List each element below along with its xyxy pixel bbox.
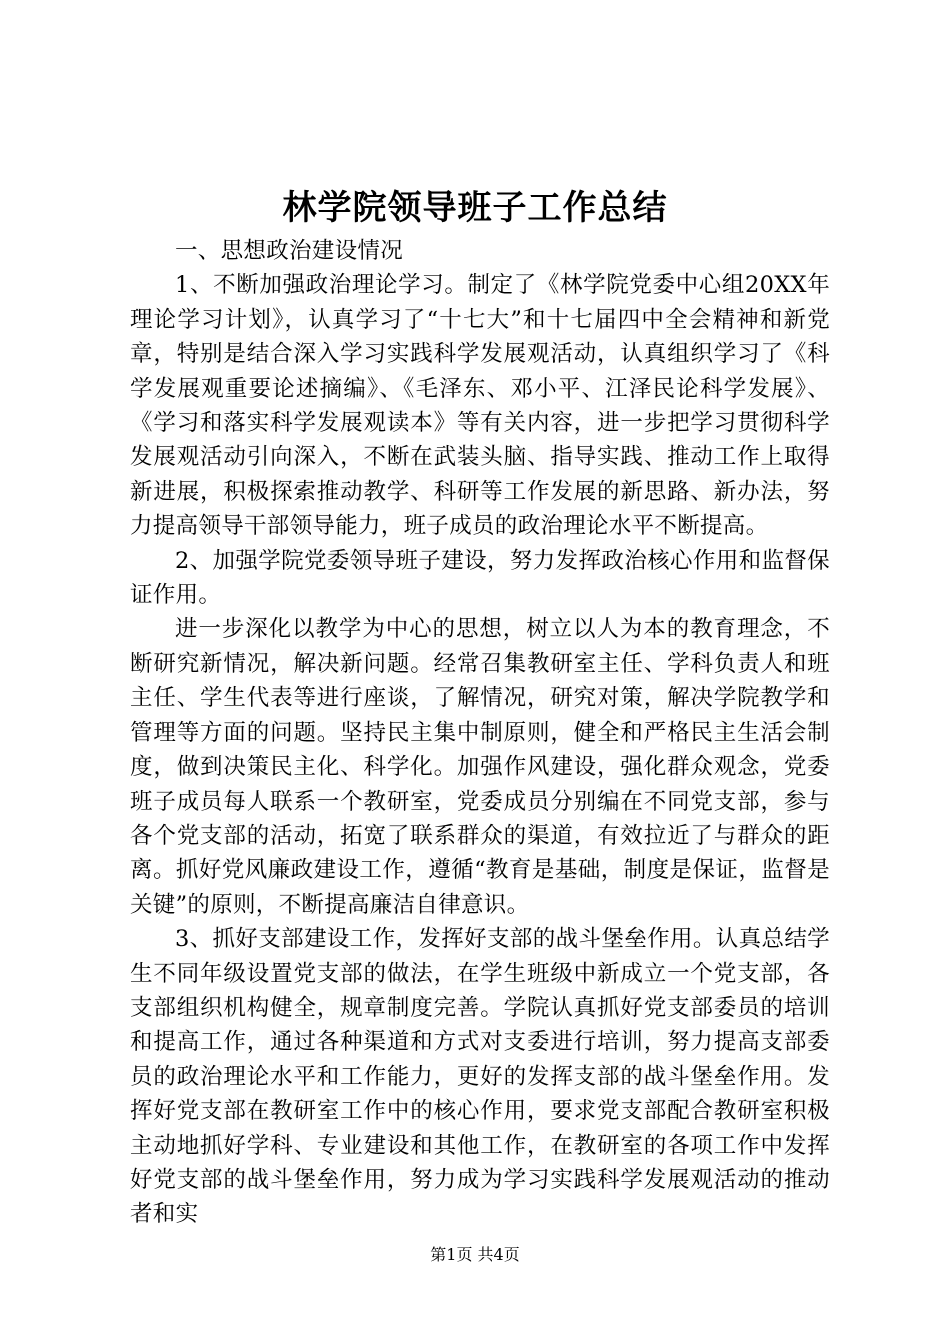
section-heading: 一、思想政治建设情况 — [175, 238, 404, 264]
paragraph-2: 2、加强学院党委领导班子建设，努力发挥政治核心作用和监督保证作用。 — [130, 547, 830, 609]
page-footer: 第1页 共4页 — [430, 1245, 520, 1264]
document-title: 林学院领导班子工作总结 — [282, 188, 668, 228]
paragraph-4: 3、抓好支部建设工作，发挥好支部的战斗堡垒作用。认真总结学生不同年级设置党支部的做法，在学生班级中新成立一个党支部，各支部组织机构健全，规章制度完善。学院认真抓好党支部委员的培训和提高工作，通过各种渠道和方式对支委进行培训，努力提高支部委员的政治理论水平和工作能力，更好的发挥支部的战斗堡垒作用。发挥好党支部在教研室工作中的核心作用，要求党支部配合教研室积极主动地抓好学科、专业建设和其他工作，在教研室的各项工作中发挥好党支部的战斗堡垒作用，努力成为学习实践科学发展观活动的推动者和实 — [130, 926, 830, 1228]
paragraph-1: 1、不断加强政治理论学习。制定了《林学院党委中心组20XX年理论学习计划》，认真学习了“十七大”和十七届四中全会精神和新党章，特别是结合深入学习实践科学发展观活动，认真组织学习了《科学发展观重要论述摘编》、《毛泽东、邓小平、江泽民论科学发展》、《学习和落实科学发展观读本》等有关内容，进一步把学习贯彻科学发展观活动引向深入，不断在武装头脑、指导实践、推动工作上取得新进展，积极探索推动教学、科研等工作发展的新思路、新办法，努力提高领导干部领导能力，班子成员的政治理论水平不断提高。 — [130, 272, 830, 540]
document-body — [130, 234, 830, 1232]
paragraph-3: 进一步深化以教学为中心的思想，树立以人为本的教育理念，不断研究新情况，解决新问题。经常召集教研室主任、学科负责人和班主任、学生代表等进行座谈，了解情况，研究对策，解决学院教学和管理等方面的问题。坚持民主集中制原则，健全和严格民主生活会制度，做到决策民主化、科学化。加强作风建设，强化群众观念，党委班子成员每人联系一个教研室，党委成员分别编在不同党支部，参与各个党支部的活动，拓宽了联系群众的渠道，有效拉近了与群众的距离。抓好党风廉政建设工作，遵循“教育是基础，制度是保证，监督是关键”的原则，不断提高廉洁自律意识。 — [130, 616, 830, 918]
